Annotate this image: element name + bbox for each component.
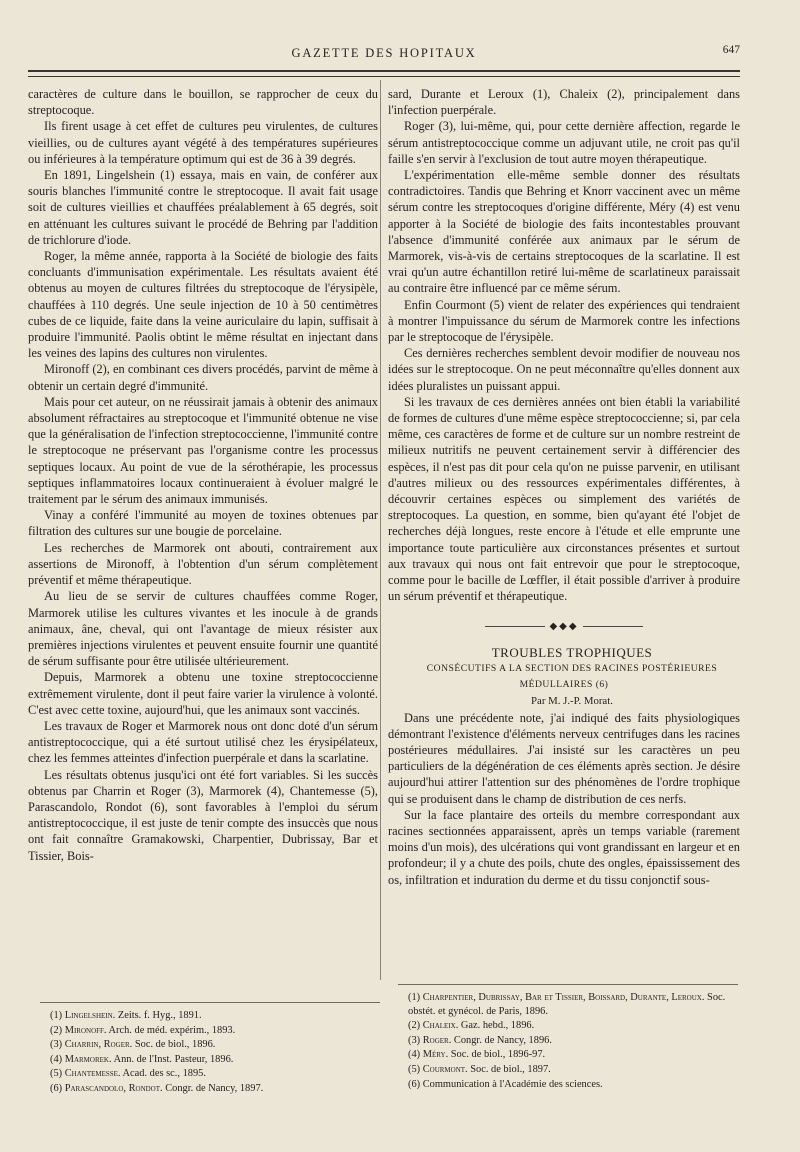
section-author: Par M. J.-P. Morat. xyxy=(531,695,613,708)
footnote-number: (2) xyxy=(50,1024,65,1036)
right-column-part-b xyxy=(388,710,740,888)
left-footnotes xyxy=(50,1002,390,1097)
left-column xyxy=(28,86,378,864)
page-number: 647 xyxy=(722,44,740,56)
footnote xyxy=(50,1053,390,1067)
section-title: TROUBLES TROPHIQUES xyxy=(491,644,653,660)
footnote-number: (1) xyxy=(408,992,423,1003)
paragraph: Les résultats obtenus jusqu'ici ont été fort variables. Si les succès obtenus par Charrin et Roger (3), Marmorek (4), Chantemesse (5), Parascandolo, Rondot (6), sont favorables à l'emploi du sérum antistreptococcique, il est juste de tenir compte des insuccès que nous ont fait connaître Gramakowski, Charpentier, Dubrissay, Bar et Tissier, Bois- xyxy=(28,767,378,863)
footnote-reference: Soc. de biol., 1896. xyxy=(132,1039,216,1051)
column-divider xyxy=(380,80,381,980)
paragraph: Dans une précédente note, j'ai indiqué des faits physiologiques démontrant l'existence d'éléments nerveux centrifuges dans les racines postérieures médullaires. J'ai insisté sur les caractères un peu particuliers de la dégénération de ces éléments après section. Je désire aujourd'hui attirer l'attention sur des phénomènes de l'ordre trophique qui se produisent dans le champ de distribution de ces nerfs. xyxy=(388,710,740,806)
footnote-reference: Congr. de Nancy, 1897. xyxy=(162,1082,264,1094)
footnote-reference: Soc. de biol., 1896-97. xyxy=(448,1049,546,1061)
paragraph: Depuis, Marmorek a obtenu une toxine streptococcienne extrêmement virulente, dont il peut faire varier la virulence à volonté. C'est avec cette toxine, aujourd'hui, que les animaux sont vaccinés. xyxy=(28,670,378,717)
footnote-number: (6) xyxy=(50,1082,65,1094)
paragraph: Ces dernières recherches semblent devoir modifier de nouveau nos idées sur le streptocoque. On ne peut méconnaître qu'elles donnent aux idées pluralistes un puissant appui. xyxy=(388,346,740,393)
paragraph: Roger (3), lui-même, qui, pour cette dernière affection, regarde le sérum antistreptococcique comme un adjuvant utile, ne croit pas qu'il faille s'en servir à l'exclusion de tout autre moyen thérapeutique. xyxy=(388,119,740,166)
footnote-author: Roger. xyxy=(422,1034,452,1046)
footnote-author: Courmont. xyxy=(422,1063,468,1075)
footnote-reference: Acad. des sc., 1895. xyxy=(120,1068,206,1080)
footnote xyxy=(408,991,748,1018)
footnote-author: Chaleix. xyxy=(422,1020,459,1032)
right-footnotes xyxy=(408,984,748,1092)
footnote-number: (1) xyxy=(50,1010,65,1021)
paragraph: Si les travaux de ces dernières années ont bien établi la variabilité de formes de cultures d'une même espèce streptococcienne; si, par cela même, ces caractères de forme et de culture sur un nombre restreint de milieux nutritifs ne peuvent certainement servir à différencier des espèces, il n'est pas dit pour cela qu'on ne puisse parvenir, en utilisant d'autres milieux ou des ressources expérimentales différentes, à découvrir certaines espèces ou simplement des variétés de streptocoques. La question, en somme, bien qu'ayant été l'objet de recherches déjà longues, reste encore à l'étude et elle emprunte une importance toute particulière aux circonstances présentes et surtout aux travaux qui nous ont fait entrevoir que pour le streptocoque, comme pour le bacille de Lœffler, il était possible d'arriver à produire un sérum préventif et thérapeutique. xyxy=(388,394,740,604)
footnote-reference: Ann. de l'Inst. Pasteur, 1896. xyxy=(111,1053,234,1065)
section-subtitle: CONSÉCUTIFS A LA SECTION DES RACINES POSTÉRIEURES MÉDULLAIRES (6) xyxy=(426,662,718,691)
paragraph: Enfin Courmont (5) vient de relater des expériences qui tendraient à montrer l'impuissance du sérum de Marmorek contre les infections par le streptocoque de l'érysipèle. xyxy=(388,297,740,345)
footnote-rule xyxy=(40,1002,380,1003)
footnote-number: (4) xyxy=(50,1053,65,1065)
right-column xyxy=(388,86,740,888)
footnote-reference: Congr. de Nancy, 1896. xyxy=(451,1034,552,1046)
footnote xyxy=(50,1038,390,1052)
footnote-reference: Communication à l'Académie des sciences. xyxy=(422,1078,603,1090)
footnote-number: (3) xyxy=(408,1034,423,1046)
footnote-number: (6) xyxy=(408,1078,423,1090)
footnote xyxy=(408,1078,748,1092)
paragraph: Ils firent usage à cet effet de cultures peu virulentes, de cultures vieillies, ou de cultures ayant végété à des températures supérieures ou inférieures à la température optimum qui est de 36 à 39 degrés. xyxy=(28,119,378,166)
footnote xyxy=(50,1067,390,1081)
footnote-number: (2) xyxy=(408,1020,423,1032)
footnote-author: Charpentier, Dubrissay, Bar et Tissier, Boissard, Durante, Leroux. xyxy=(422,992,705,1003)
journal-title: GAZETTE DES HOPITAUX xyxy=(291,46,477,60)
footnote-number: (3) xyxy=(50,1039,65,1051)
header-rule xyxy=(28,70,740,77)
page-header xyxy=(28,44,740,66)
footnote xyxy=(408,1048,748,1062)
paragraph: sard, Durante et Leroux (1), Chaleix (2), principalement dans l'infection puerpérale. xyxy=(388,87,740,118)
footnote-author: Mironoff. xyxy=(64,1024,107,1036)
paragraph: Vinay a conféré l'immunité au moyen de toxines obtenues par filtration des cultures sur une bougie de porcelaine. xyxy=(28,508,378,539)
paragraph: Les travaux de Roger et Marmorek nous ont donc doté d'un sérum antistreptococcique, qui a été surtout utilisé chez les érysipélateux, chez les femmes atteintes d'infection puerpérale et dans la scarlatine. xyxy=(28,718,378,766)
right-column-part-a xyxy=(388,86,740,605)
footnote-author: Chantemesse. xyxy=(64,1068,121,1080)
footnote-number: (5) xyxy=(50,1068,65,1080)
paragraph: L'expérimentation elle-même semble donner des résultats contradictoires. Tandis que Behring et Knorr vaccinent avec un même sérum contre les streptocoques d'origine différente, Méry (4) est venu apporter à la Société de biologie des faits incontestables prouvant l'absence d'immunité conférée aux animaux par le sérum de Marmorek, vis-à-vis de certains streptocoques de la scarlatine. Il est vrai qu'un autre échantillon retiré lui-même de scarlatineux paraissait au contraire être influencé par ce même sérum. xyxy=(388,168,740,296)
footnote-author: Parascandolo, Rondot. xyxy=(64,1082,163,1094)
footnote xyxy=(50,1082,390,1096)
footnote xyxy=(50,1009,390,1023)
footnote-author: Charrin, Roger. xyxy=(64,1039,133,1051)
footnote-number: (5) xyxy=(408,1063,423,1075)
footnote-author: Marmorek. xyxy=(64,1053,112,1065)
footnote-author: Lingelshein. xyxy=(64,1010,116,1021)
footnote-author: Méry. xyxy=(422,1049,449,1061)
footnote-reference: Gaz. hebd., 1896. xyxy=(458,1020,535,1032)
paragraph: caractères de culture dans le bouillon, se rapprocher de ceux du streptocoque. xyxy=(28,87,378,118)
footnote-reference: Zeits. f. Hyg., 1891. xyxy=(115,1010,202,1021)
paragraph: Roger, la même année, rapporta à la Société de biologie des faits concluants d'immunisation expérimentale. Les résultats avaient été obtenus au moyen de cultures filtrées du streptocoque de l'érysipèle, chauffées à 110 degrés. Une seule injection de 10 à 50 centimètres cubes de ce liquide, faite dans la veine auriculaire du lapin, suffisait à produire l'immunité. Paolis obtint le même résultat en injectant dans les veines des lapins des cultures non virulentes. xyxy=(28,249,378,361)
paragraph: Mironoff (2), en combinant ces divers procédés, parvint de même à obtenir un certain degré d'immunité. xyxy=(28,362,378,393)
footnote-rule xyxy=(398,984,738,985)
paragraph: Au lieu de se servir de cultures chauffées comme Roger, Marmorek utilise les cultures vivantes et les inocule à de grands animaux, âne, cheval, qui ont l'avantage de mieux résister aux premières injections virulentes et peuvent ensuite fournir une quantité de sérum suffisante pour être utilisée ultérieurement. xyxy=(28,589,378,669)
footnote-reference: Soc. de biol., 1897. xyxy=(467,1063,551,1075)
paragraph: En 1891, Lingelshein (1) essaya, mais en vain, de conférer aux souris blanches l'immunité contre le streptocoque. Il avait fait usage soit de cultures vieillies et chauffées préalablement à 65 degrés, soit en atténuant les cultures suivant le procédé de Behring par l'addition de trichlorure d'iode. xyxy=(28,168,378,247)
footnote xyxy=(408,1063,748,1077)
footnote-reference: Soc. obstét. et gynécol. de Paris, 1896. xyxy=(408,992,726,1017)
paragraph: Mais pour cet auteur, on ne réussirait jamais à obtenir des animaux absolument réfractaires au streptocoque et l'immunité obtenue ne vise que la généralisation de l'infection streptococcienne, l'immunité contre le streptocoque ne préservant pas l'organisme contre les processus septiques locaux. Au point de vue de la sérothérapie, les processus septiques inflammatoires locaux continueraient à évoluer malgré le traitement par le sérum des animaux immunisés. xyxy=(28,394,378,507)
footnote-reference: Arch. de méd. expérim., 1893. xyxy=(106,1024,236,1036)
paragraph: Sur la face plantaire des orteils du membre correspondant aux racines sectionnées apparaissent, après un temps variable (rarement moins d'un mois), des ulcérations qui vont grandissant en largeur et en profondeur; il y a chute des poils, chute des ongles, épaississement des os, infiltration et induration du derme et du tissu conjonctif sous- xyxy=(388,807,740,887)
footnote-number: (4) xyxy=(408,1049,423,1061)
footnote xyxy=(408,1034,748,1048)
footnote xyxy=(50,1024,390,1038)
paragraph: Les recherches de Marmorek ont abouti, contrairement aux assertions de Mironoff, à l'obtention d'un sérum complètement préventif et même thérapeutique. xyxy=(28,540,378,588)
footnote xyxy=(408,1019,748,1033)
section-ornament: ◆◆◆ xyxy=(388,619,740,635)
